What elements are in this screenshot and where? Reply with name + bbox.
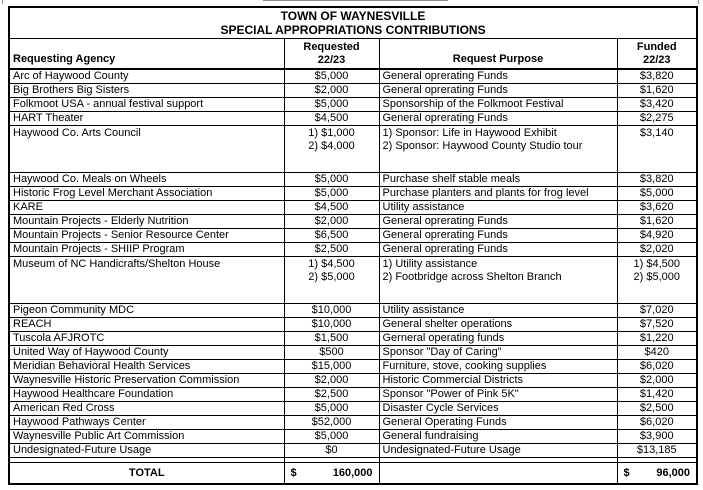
agency-cell: Big Brothers Big Sisters — [9, 84, 284, 98]
requested-cell: $2,500 — [284, 388, 379, 402]
header-requested-line1: Requested — [303, 40, 360, 53]
purpose-cell: Purchase planters and plants for frog level — [379, 187, 617, 201]
requested-cell: $5,000 — [284, 430, 379, 444]
agency-cell: Folkmoot USA - annual festival support — [9, 98, 284, 112]
table-row — [9, 229, 697, 243]
funded-cell: $7,020 — [617, 304, 697, 318]
table-row — [9, 430, 697, 444]
purpose-cell: General shelter operations — [379, 318, 617, 332]
table-row — [9, 84, 697, 98]
funded-line: $3,140 — [639, 127, 674, 139]
purpose-cell: Utility assistance — [379, 304, 617, 318]
requested-cell: $0 — [284, 444, 379, 458]
purpose-cell: Furniture, stove, cooking supplies — [379, 360, 617, 374]
purpose-line: 2) Sponsor: Haywood County Studio tour — [382, 140, 583, 152]
total-row — [9, 463, 697, 485]
purpose-cell: Undesignated-Future Usage — [379, 444, 617, 458]
total-funded-amount: 96,000 — [656, 467, 691, 479]
title-line-2: SPECIAL APPROPRIATIONS CONTRIBUTIONS — [220, 23, 486, 37]
funded-cell: $3,620 — [617, 201, 697, 215]
purpose-cell — [379, 126, 617, 173]
requested-line: 2) $4,000 — [308, 140, 355, 152]
table-row — [9, 388, 697, 402]
total-funded-cell — [617, 463, 697, 485]
total-requested-cell — [284, 463, 379, 485]
purpose-cell: General oprerating Funds — [379, 215, 617, 229]
purpose-cell: Utility assistance — [379, 201, 617, 215]
funded-cell: $1,620 — [617, 215, 697, 229]
funded-cell: $2,275 — [617, 112, 697, 126]
purpose-cell: Gerneral operating funds — [379, 332, 617, 346]
table-title-row — [9, 7, 697, 39]
agency-cell: Mountain Projects - Senior Resource Center — [9, 229, 284, 243]
table-row — [9, 444, 697, 458]
table-row — [9, 257, 697, 304]
purpose-cell: General fundraising — [379, 430, 617, 444]
funded-cell — [617, 257, 697, 304]
purpose-cell: General oprerating Funds — [379, 84, 617, 98]
page-edge-artifact — [263, 0, 448, 1]
requested-cell: $1,500 — [284, 332, 379, 346]
header-requested — [284, 39, 379, 70]
requested-cell: $4,500 — [284, 201, 379, 215]
appropriations-table — [8, 6, 698, 485]
agency-cell: Arc of Haywood County — [9, 69, 284, 84]
agency-cell: Haywood Co. Arts Council — [9, 126, 284, 173]
total-requested-amount: 160,000 — [332, 467, 373, 479]
agency-cell: KARE — [9, 201, 284, 215]
agency-cell: Historic Frog Level Merchant Association — [9, 187, 284, 201]
table-row — [9, 215, 697, 229]
purpose-cell: Sponsor "Power of Pink 5K" — [379, 388, 617, 402]
total-label: TOTAL — [9, 463, 284, 485]
purpose-cell: General oprerating Funds — [379, 112, 617, 126]
requested-cell: $2,500 — [284, 243, 379, 257]
agency-cell: Mountain Projects - Elderly Nutrition — [9, 215, 284, 229]
funded-cell: $4,920 — [617, 229, 697, 243]
purpose-cell — [379, 257, 617, 304]
funded-line: 2) $5,000 — [633, 271, 680, 283]
funded-cell: $3,900 — [617, 430, 697, 444]
requested-cell — [284, 257, 379, 304]
requested-cell: $5,000 — [284, 187, 379, 201]
header-requested-line2: 22/23 — [317, 53, 346, 66]
total-requested-currency: $ — [290, 467, 297, 479]
funded-cell: $1,620 — [617, 84, 697, 98]
funded-cell: $420 — [617, 346, 697, 360]
funded-cell: $2,020 — [617, 243, 697, 257]
purpose-cell: Disaster Cycle Services — [379, 402, 617, 416]
agency-cell: Waynesville Public Art Commission — [9, 430, 284, 444]
table-row — [9, 346, 697, 360]
agency-cell: HART Theater — [9, 112, 284, 126]
table-row — [9, 126, 697, 173]
agency-cell: Mountain Projects - SHIIP Program — [9, 243, 284, 257]
agency-cell: Pigeon Community MDC — [9, 304, 284, 318]
agency-cell: Tuscola AFJROTC — [9, 332, 284, 346]
table-row — [9, 243, 697, 257]
funded-cell: $3,820 — [617, 173, 697, 187]
page-edge-artifact — [2, 0, 3, 4]
total-funded-currency: $ — [623, 467, 630, 479]
requested-cell: $52,000 — [284, 416, 379, 430]
requested-line: 1) $4,500 — [308, 258, 355, 270]
funded-cell: $3,820 — [617, 69, 697, 84]
requested-cell: $5,000 — [284, 402, 379, 416]
requested-cell: $15,000 — [284, 360, 379, 374]
funded-line: 1) $4,500 — [633, 258, 680, 270]
table-title — [9, 7, 697, 39]
table-row — [9, 201, 697, 215]
agency-cell: American Red Cross — [9, 402, 284, 416]
purpose-cell: Sponsorship of the Folkmoot Festival — [379, 98, 617, 112]
header-funded-line1: Funded — [636, 40, 677, 53]
column-header-row — [9, 39, 697, 70]
funded-cell — [617, 126, 697, 173]
title-line-1: TOWN OF WAYNESVILLE — [280, 9, 426, 23]
purpose-line: 1) Utility assistance — [382, 258, 478, 270]
funded-cell: $5,000 — [617, 187, 697, 201]
funded-cell: $3,420 — [617, 98, 697, 112]
requested-cell: $5,000 — [284, 98, 379, 112]
table-row — [9, 187, 697, 201]
purpose-cell: Historic Commercial Districts — [379, 374, 617, 388]
requested-cell: $2,000 — [284, 374, 379, 388]
requested-cell: $2,000 — [284, 215, 379, 229]
header-funded — [617, 39, 697, 70]
table-row — [9, 318, 697, 332]
funded-cell: $7,520 — [617, 318, 697, 332]
purpose-cell: General oprerating Funds — [379, 229, 617, 243]
purpose-cell: General oprerating Funds — [379, 69, 617, 84]
requested-cell — [284, 126, 379, 173]
table-row — [9, 98, 697, 112]
table-row — [9, 69, 697, 84]
table-row — [9, 332, 697, 346]
requested-cell: $2,000 — [284, 84, 379, 98]
agency-cell: Waynesville Historic Preservation Commission — [9, 374, 284, 388]
table-row — [9, 173, 697, 187]
agency-cell: United Way of Haywood County — [9, 346, 284, 360]
purpose-line: 1) Sponsor: Life in Haywood Exhibit — [382, 127, 557, 139]
page-edge-artifact — [698, 0, 699, 4]
table-row — [9, 304, 697, 318]
purpose-cell: Sponsor "Day of Caring" — [379, 346, 617, 360]
requested-cell: $10,000 — [284, 304, 379, 318]
agency-cell: Undesignated-Future Usage — [9, 444, 284, 458]
table-row — [9, 360, 697, 374]
header-funded-line2: 22/23 — [642, 53, 671, 66]
funded-cell: $2,000 — [617, 374, 697, 388]
requested-line: 1) $1,000 — [308, 127, 355, 139]
table-row — [9, 374, 697, 388]
purpose-cell: General Operating Funds — [379, 416, 617, 430]
requested-line: 2) $5,000 — [308, 271, 355, 283]
agency-cell: REACH — [9, 318, 284, 332]
table-row — [9, 416, 697, 430]
funded-cell: $2,500 — [617, 402, 697, 416]
funded-cell: $1,420 — [617, 388, 697, 402]
funded-cell: $1,220 — [617, 332, 697, 346]
agency-cell: Museum of NC Handicrafts/Shelton House — [9, 257, 284, 304]
header-request-purpose: Request Purpose — [379, 39, 617, 70]
purpose-cell: Purchase shelf stable meals — [379, 173, 617, 187]
purpose-line: 2) Footbridge across Shelton Branch — [382, 271, 562, 283]
requested-cell: $5,000 — [284, 173, 379, 187]
purpose-cell: General oprerating Funds — [379, 243, 617, 257]
table-row — [9, 112, 697, 126]
requested-cell: $4,500 — [284, 112, 379, 126]
agency-cell: Haywood Pathways Center — [9, 416, 284, 430]
funded-cell: $6,020 — [617, 416, 697, 430]
requested-cell: $500 — [284, 346, 379, 360]
agency-cell: Haywood Healthcare Foundation — [9, 388, 284, 402]
agency-cell: Meridian Behavioral Health Services — [9, 360, 284, 374]
requested-cell: $6,500 — [284, 229, 379, 243]
funded-cell: $6,020 — [617, 360, 697, 374]
requested-cell: $10,000 — [284, 318, 379, 332]
funded-cell: $13,185 — [617, 444, 697, 458]
header-requesting-agency: Requesting Agency — [9, 39, 284, 70]
agency-cell: Haywood Co. Meals on Wheels — [9, 173, 284, 187]
requested-cell: $5,000 — [284, 69, 379, 84]
total-purpose-cell-empty — [379, 463, 617, 485]
table-row — [9, 402, 697, 416]
